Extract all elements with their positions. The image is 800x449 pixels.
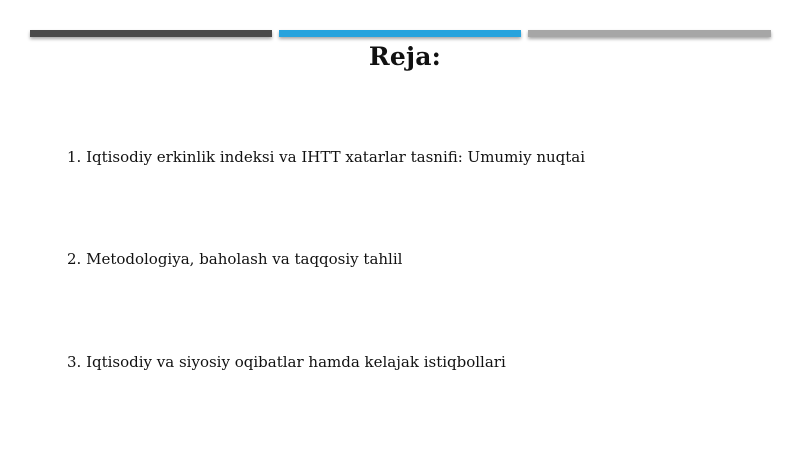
list-item: 1. Iqtisodiy erkinlik indeksi va IHTT xatarlar tasnifi: Umumiy nuqtai	[67, 148, 586, 166]
list-item: 3. Iqtisodiy va siyosiy oqibatlar hamda kelajak istiqbollari	[67, 353, 506, 371]
accent-bar-gray	[528, 30, 771, 37]
slide-title: Reja:	[368, 42, 442, 71]
accent-bar-dark	[30, 30, 272, 37]
list-item: 2. Metodologiya, baholash va taqqosiy tahlil	[67, 250, 403, 268]
accent-bar-blue	[279, 30, 521, 37]
